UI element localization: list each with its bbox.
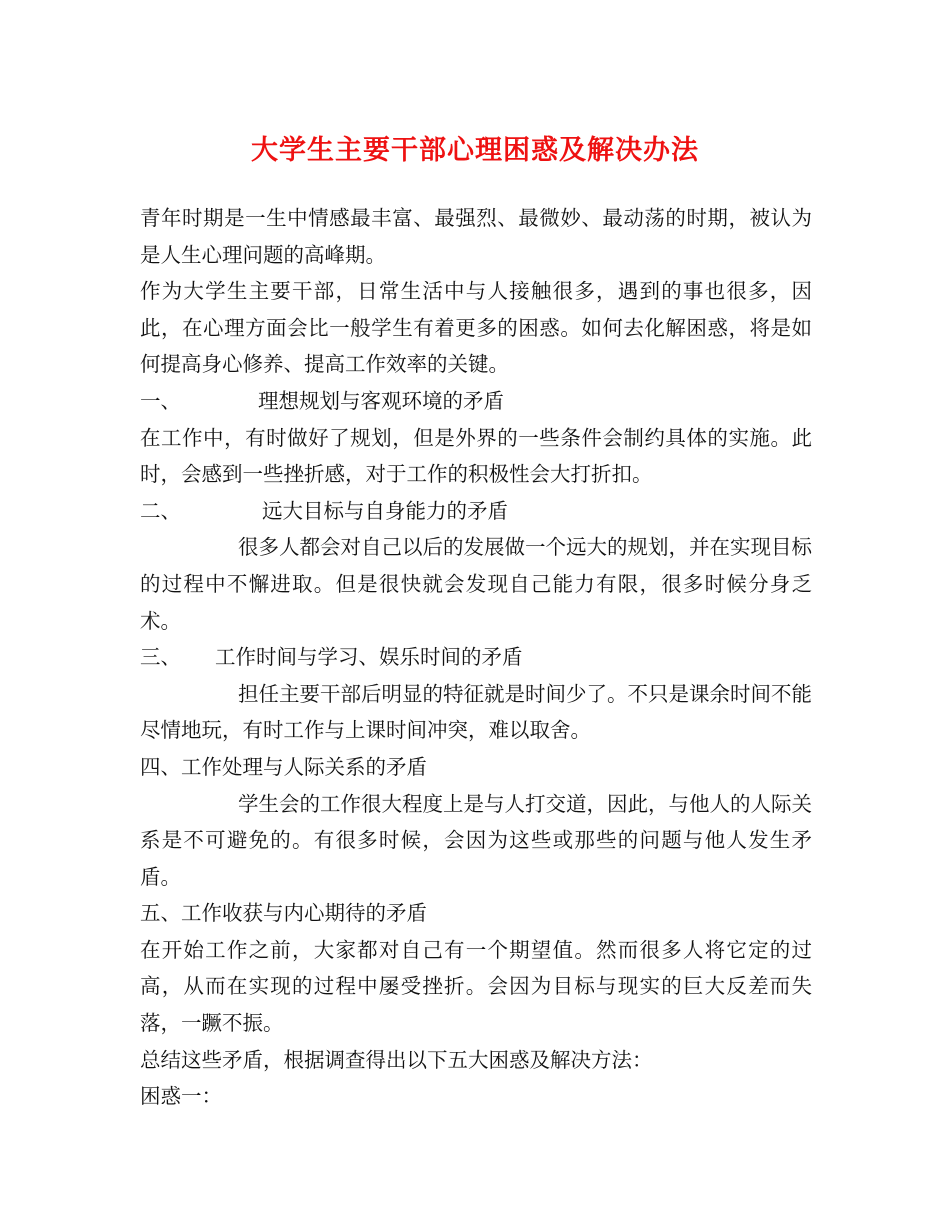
- document-body: [140, 200, 812, 1115]
- section-title: 工作处理与人际关系的矛盾: [181, 754, 427, 779]
- section-heading-5: [140, 895, 812, 932]
- section-heading-3: [140, 639, 812, 676]
- section-text-5: 在开始工作之前，大家都对自己有一个期望值。然而很多人将它定的过高，从而在实现的过程中屡受挫折。会因为目标与现实的巨大反差而失落，一蹶不振。: [140, 937, 812, 1036]
- section-number: 三、: [140, 645, 181, 670]
- section-number: 一、: [140, 388, 181, 413]
- section-number: 四、: [140, 754, 181, 779]
- section-text-3: 担任主要干部后明显的特征就是时间少了。不只是课余时间不能尽情地玩，有时工作与上课时间冲突，难以取舍。: [140, 681, 812, 743]
- section-number: 二、: [140, 498, 181, 523]
- section-heading-2: [140, 493, 812, 530]
- intro-paragraph: 作为大学生主要干部，日常生活中与人接触很多，遇到的事也很多，因此，在心理方面会比一般学生有着更多的困惑。如何去化解困惑，将是如何提高身心修养、提高工作效率的关键。: [140, 279, 812, 377]
- section-heading-4: [140, 749, 812, 786]
- section-text-1: 在工作中，有时做好了规划，但是外界的一些条件会制约具体的实施。此时，会感到一些挫折感，对于工作的积极性会大打折扣。: [140, 425, 812, 487]
- summary-paragraph: 总结这些矛盾，根据调查得出以下五大困惑及解决方法：: [140, 1047, 653, 1072]
- document-title: 大学生主要干部心理困惑及解决办法: [251, 135, 699, 166]
- section-text-2: 很多人都会对自己以后的发展做一个远大的规划，并在实现目标的过程中不懈进取。但是很快就会发现自己能力有限，很多时候分身乏术。: [140, 535, 812, 633]
- section-title: 远大目标与自身能力的矛盾: [262, 498, 508, 523]
- section-number: 五、: [140, 901, 181, 926]
- section-title: 工作收获与内心期待的矛盾: [181, 901, 427, 926]
- intro-paragraph: 青年时期是一生中情感最丰富、最强烈、最微妙、最动荡的时期，被认为是人生心理问题的高峰期。: [140, 206, 812, 267]
- section-heading-1: [140, 383, 812, 420]
- section-title: 工作时间与学习、娱乐时间的矛盾: [215, 645, 523, 670]
- section-title: 理想规划与客观环境的矛盾: [258, 388, 504, 413]
- section-text-4: 学生会的工作很大程度上是与人打交道，因此，与他人的人际关系是不可避免的。有很多时候，会因为这些或那些的问题与他人发生矛盾。: [140, 791, 812, 889]
- last-line: 困惑一：: [140, 1084, 222, 1109]
